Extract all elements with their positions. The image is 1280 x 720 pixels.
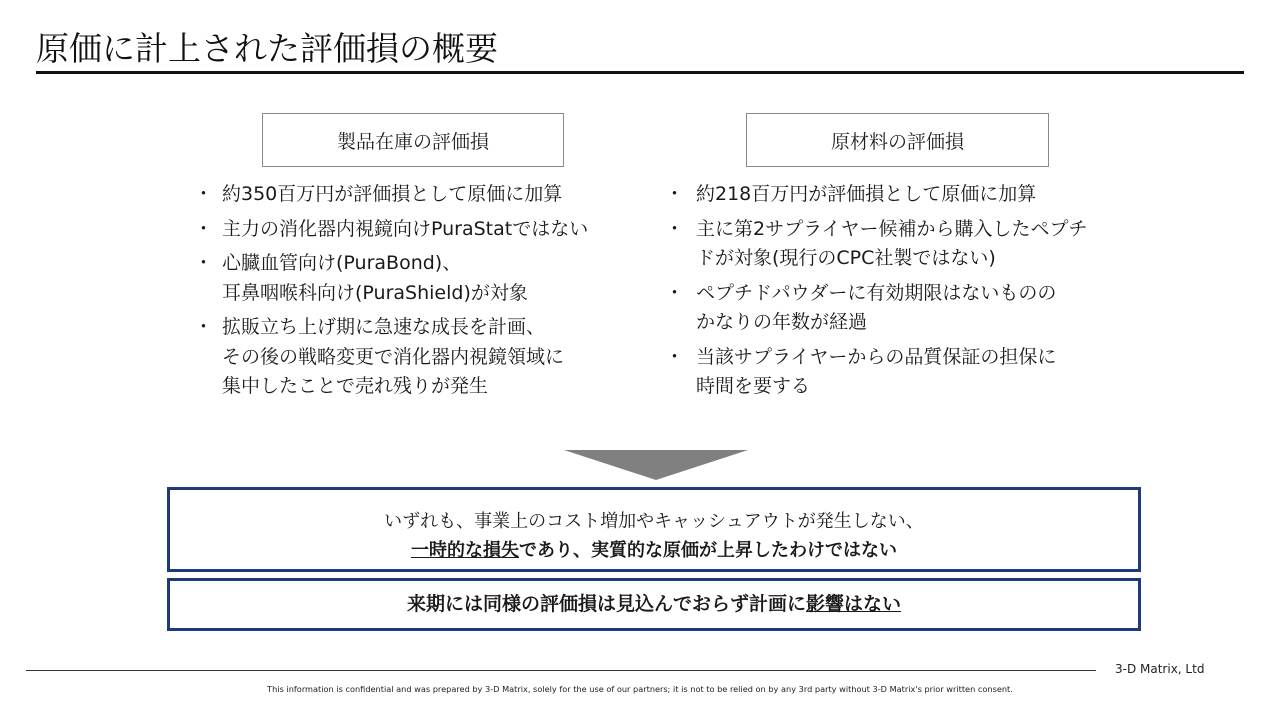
down-arrow-shape (564, 450, 748, 480)
bullet-dot-icon: ・ (665, 345, 685, 368)
footer-divider (26, 670, 1096, 671)
raw-material-heading (746, 113, 1049, 167)
title-underline (36, 71, 1244, 74)
summary-line-1: いずれも、事業上のコスト増加やキャッシュアウトが発生しない、 (384, 511, 924, 532)
bullet-dot-icon: ・ (665, 281, 685, 304)
bullet-text: かなりの年数が経過 (696, 311, 868, 333)
bullet-item (194, 313, 664, 402)
raw-material-heading-label: 原材料の評価損 (830, 130, 964, 153)
product-inventory-heading-label: 製品在庫の評価損 (336, 130, 489, 153)
bullet-text: 時間を要する (696, 375, 811, 397)
outlook-box (167, 578, 1141, 631)
bullet-text: 拡販立ち上げ期に急速な成長を計画、 (222, 316, 546, 338)
bullet-text: 主力の消化器内視鏡向けPuraStatではない (222, 217, 589, 240)
bullet-item (194, 249, 664, 308)
bullet-text: 耳鼻咽喉科向け(PuraShield)が対象 (222, 281, 528, 304)
bullet-dot-icon: ・ (665, 183, 685, 205)
bullet-item (194, 180, 664, 210)
bullet-item (665, 279, 1165, 338)
bullet-text: 心臓血管向け(PuraBond)、 (222, 252, 462, 274)
outlook-text: 来期には同様の評価損は見込んでおらず計画に (406, 593, 806, 615)
down-arrow-icon (564, 450, 748, 480)
outlook-emphasis: 影響はない (806, 593, 902, 615)
bullet-text: 約218百万円が評価損として原価に加算 (696, 183, 1037, 205)
bullet-item (665, 343, 1165, 402)
raw-material-bullets (665, 180, 1165, 407)
company-name: 3-D Matrix, Ltd (1115, 662, 1205, 676)
bullet-text: その後の戦略変更で消化器内視鏡領域に (222, 345, 565, 368)
bullet-dot-icon: ・ (194, 217, 214, 240)
bullet-item (665, 215, 1165, 274)
bullet-text: 約350百万円が評価損として原価に加算 (222, 183, 563, 205)
bullet-dot-icon: ・ (194, 316, 214, 338)
bullet-item (665, 180, 1165, 210)
bullet-item (194, 215, 664, 245)
bullet-text: 主に第2サプライヤー候補から購入したペプチ (696, 217, 1088, 240)
bullet-dot-icon: ・ (665, 217, 685, 240)
summary-line-2-rest: であり、実質的な原価が上昇したわけではない (519, 540, 897, 561)
product-inventory-bullets (194, 180, 664, 407)
summary-emphasis: 一時的な損失 (411, 540, 519, 561)
bullet-text: 集中したことで売れ残りが発生 (222, 375, 489, 397)
bullet-dot-icon: ・ (194, 252, 214, 274)
summary-line-2 (170, 536, 1138, 565)
bullet-text: ドが対象(現行のCPC社製ではない) (696, 247, 996, 269)
bullet-dot-icon: ・ (194, 183, 214, 205)
page-title: 原価に計上された評価損の概要 (36, 29, 498, 68)
confidentiality-disclaimer: This information is confidential and was prepared by 3-D Matrix, solely for the use of our partners; it is not to be relied on by any 3rd party without 3-D Matrix's prior written consent. (267, 684, 1013, 694)
summary-box (167, 487, 1141, 572)
bullet-text: 当該サプライヤーからの品質保証の担保に (696, 345, 1057, 368)
product-inventory-heading (262, 113, 564, 167)
bullet-text: ペプチドパウダーに有効期限はないものの (696, 281, 1057, 304)
